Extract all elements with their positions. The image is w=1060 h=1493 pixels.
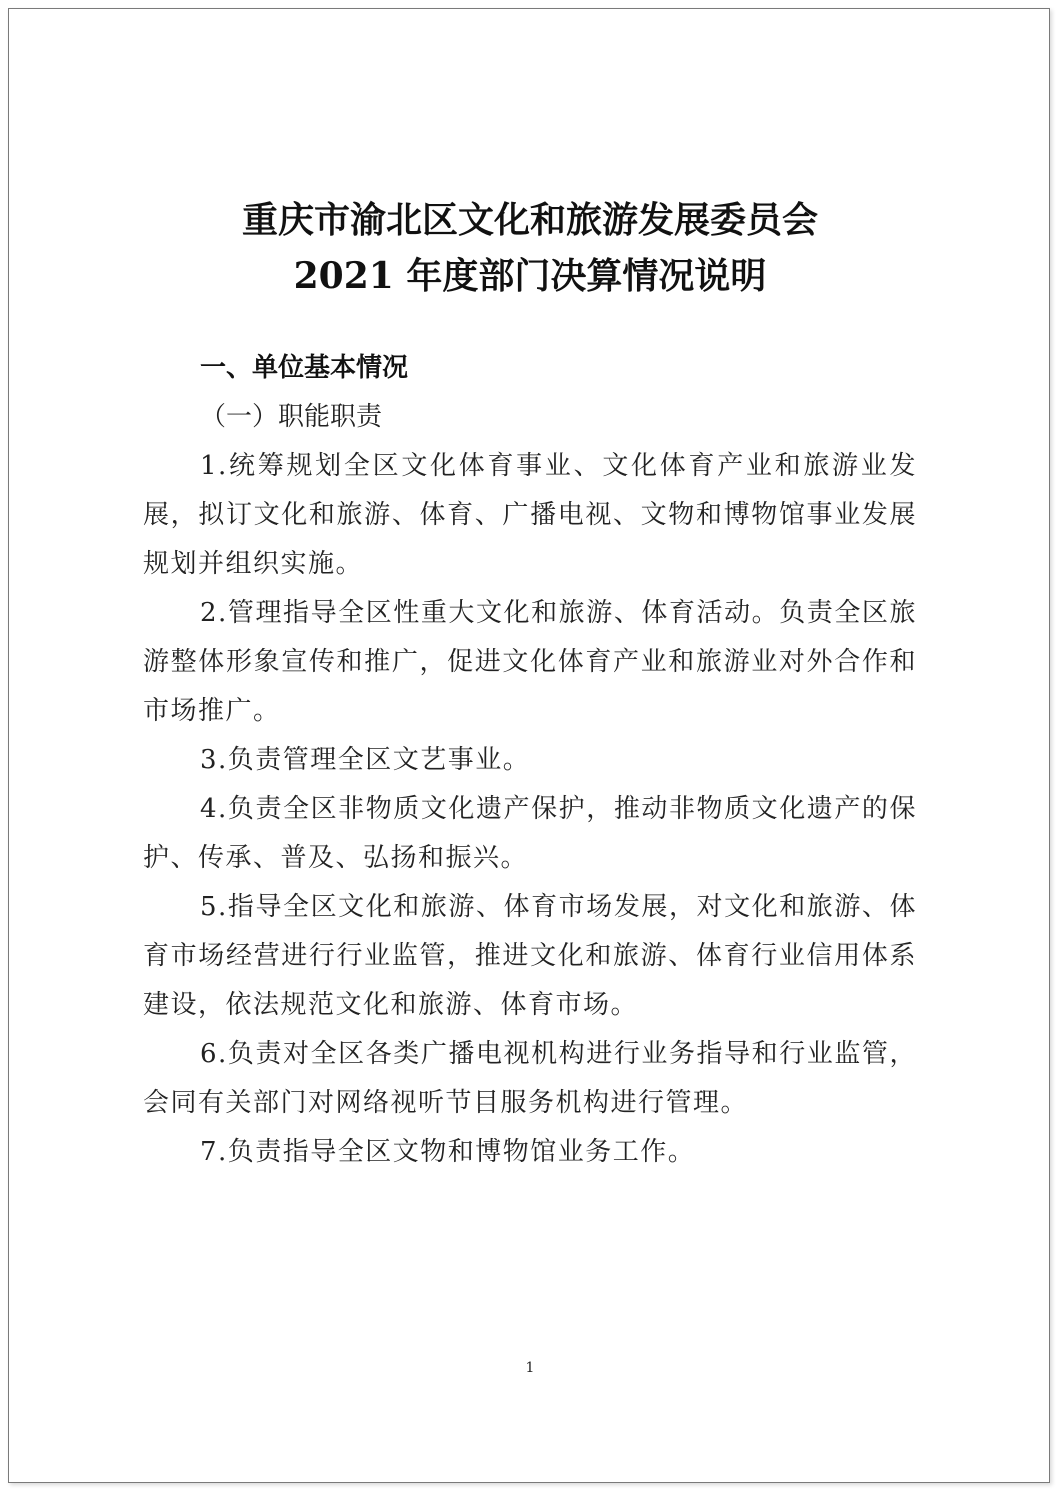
paragraph-5: 5.指导全区文化和旅游、体育市场发展，对文化和旅游、体育市场经营进行行业监管，推进文化和旅游、体育行业信用体系建设，依法规范文化和旅游、体育市场。 — [143, 892, 917, 1020]
sub-heading: （一）职能职责 — [200, 402, 383, 432]
body-text — [143, 442, 917, 1177]
paragraph-7: 7.负责指导全区文物和博物馆业务工作。 — [200, 1137, 696, 1167]
paragraph-1: 1.统筹规划全区文化体育事业、文化体育产业和旅游业发展，拟订文化和旅游、体育、广播电视、文物和博物馆事业发展规划并组织实施。 — [143, 451, 917, 579]
document-title — [0, 192, 1060, 304]
paragraph-6: 6.负责对全区各类广播电视机构进行业务指导和行业监管，会同有关部门对网络视听节目服务机构进行管理。 — [143, 1039, 917, 1118]
paragraph-3: 3.负责管理全区文艺事业。 — [200, 745, 531, 775]
page-number: 1 — [525, 1360, 535, 1376]
paragraph-2: 2.管理指导全区性重大文化和旅游、体育活动。负责全区旅游整体形象宣传和推广，促进文化体育产业和旅游业对外合作和市场推广。 — [143, 598, 917, 726]
paragraph-4: 4.负责全区非物质文化遗产保护，推动非物质文化遗产的保护、传承、普及、弘扬和振兴。 — [143, 794, 917, 873]
section-heading: 一、单位基本情况 — [200, 353, 409, 383]
title-line-1: 重庆市渝北区文化和旅游发展委员会 — [241, 199, 818, 241]
title-line-2: 2021 年度部门决算情况说明 — [293, 255, 767, 297]
